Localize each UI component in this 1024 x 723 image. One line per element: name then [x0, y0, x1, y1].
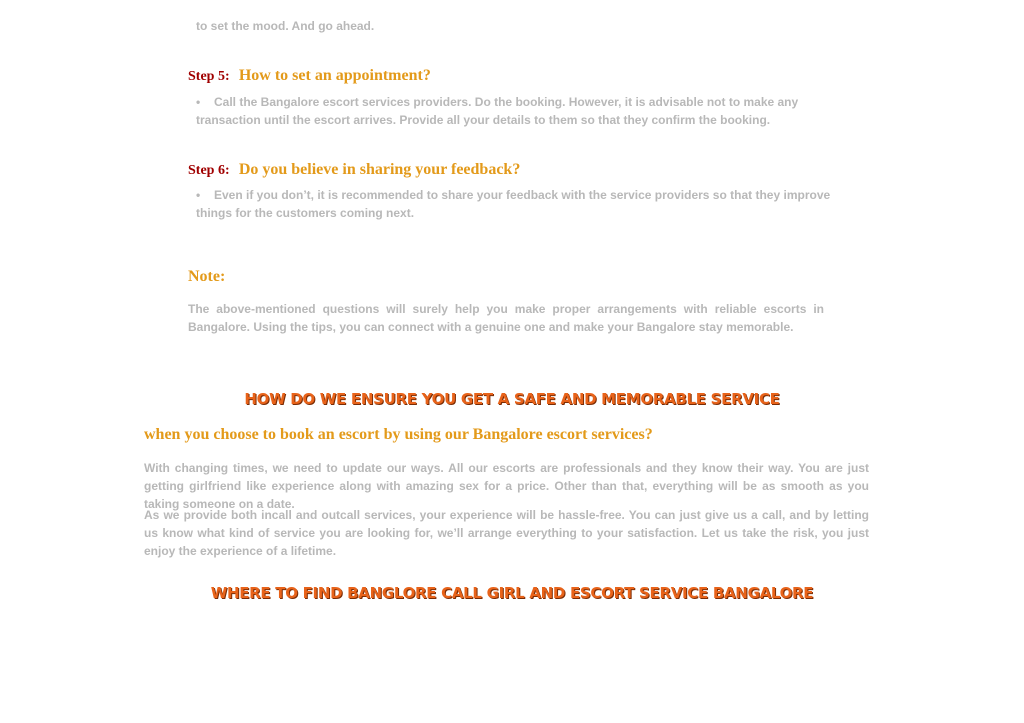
safe-service-paragraph-1: With changing times, we need to update our ways. All our escorts are professionals and they know their way. You are just getting girlfriend like experience along with amazing sex for a price. Other than that, everything will be as smooth as you taking someone on a date. [144, 461, 869, 511]
note-paragraph: The above-mentioned questions will surely help you make proper arrangements with reliable escorts in Bangalore. Using the tips, you can connect with a genuine one and make your Bangalore stay memorable. [188, 302, 824, 334]
step-5-text: Call the Bangalore escort services providers. Do the booking. However, it is advisable not to make any transaction until the escort arrives. Provide all your details to them so that they confirm the booking. [196, 95, 799, 127]
safe-service-paragraph-2: As we provide both incall and outcall services, your experience will be hassle-free. You can just give us a call, and by letting us know what kind of service you are looking for, we’ll arrange everything to your satisfaction. Let us take the risk, you just enjoy the experience of a lifetime. [144, 508, 869, 558]
step-6-bullet [196, 186, 836, 222]
find-call-girl-heading: WHERE TO FIND BANGLORE CALL GIRL AND ESCORT SERVICE BANGALORE [210, 584, 814, 602]
bullet-icon: • [196, 188, 201, 202]
step-5-bullet [196, 93, 836, 129]
bullet-icon: • [196, 95, 201, 109]
step-5-label: Step 5: [188, 69, 230, 84]
step-6-text: Even if you don’t, it is recommended to share your feedback with the service providers so that they improve things for the customers coming next. [196, 188, 831, 220]
step-6-title: Do you believe in sharing your feedback? [238, 161, 521, 178]
step-5-title: How to set an appointment? [238, 67, 431, 84]
safe-service-heading: HOW DO WE ENSURE YOU GET A SAFE AND MEMORABLE SERVICE [244, 390, 780, 408]
step-5-heading [188, 63, 431, 85]
top-fragment-text: to set the mood. And go ahead. [196, 19, 375, 33]
safe-service-subheading: when you choose to book an escort by using our Bangalore escort services? [144, 426, 653, 443]
step-6-heading [188, 157, 520, 179]
note-title: Note: [188, 268, 226, 285]
step-6-label: Step 6: [188, 163, 230, 178]
